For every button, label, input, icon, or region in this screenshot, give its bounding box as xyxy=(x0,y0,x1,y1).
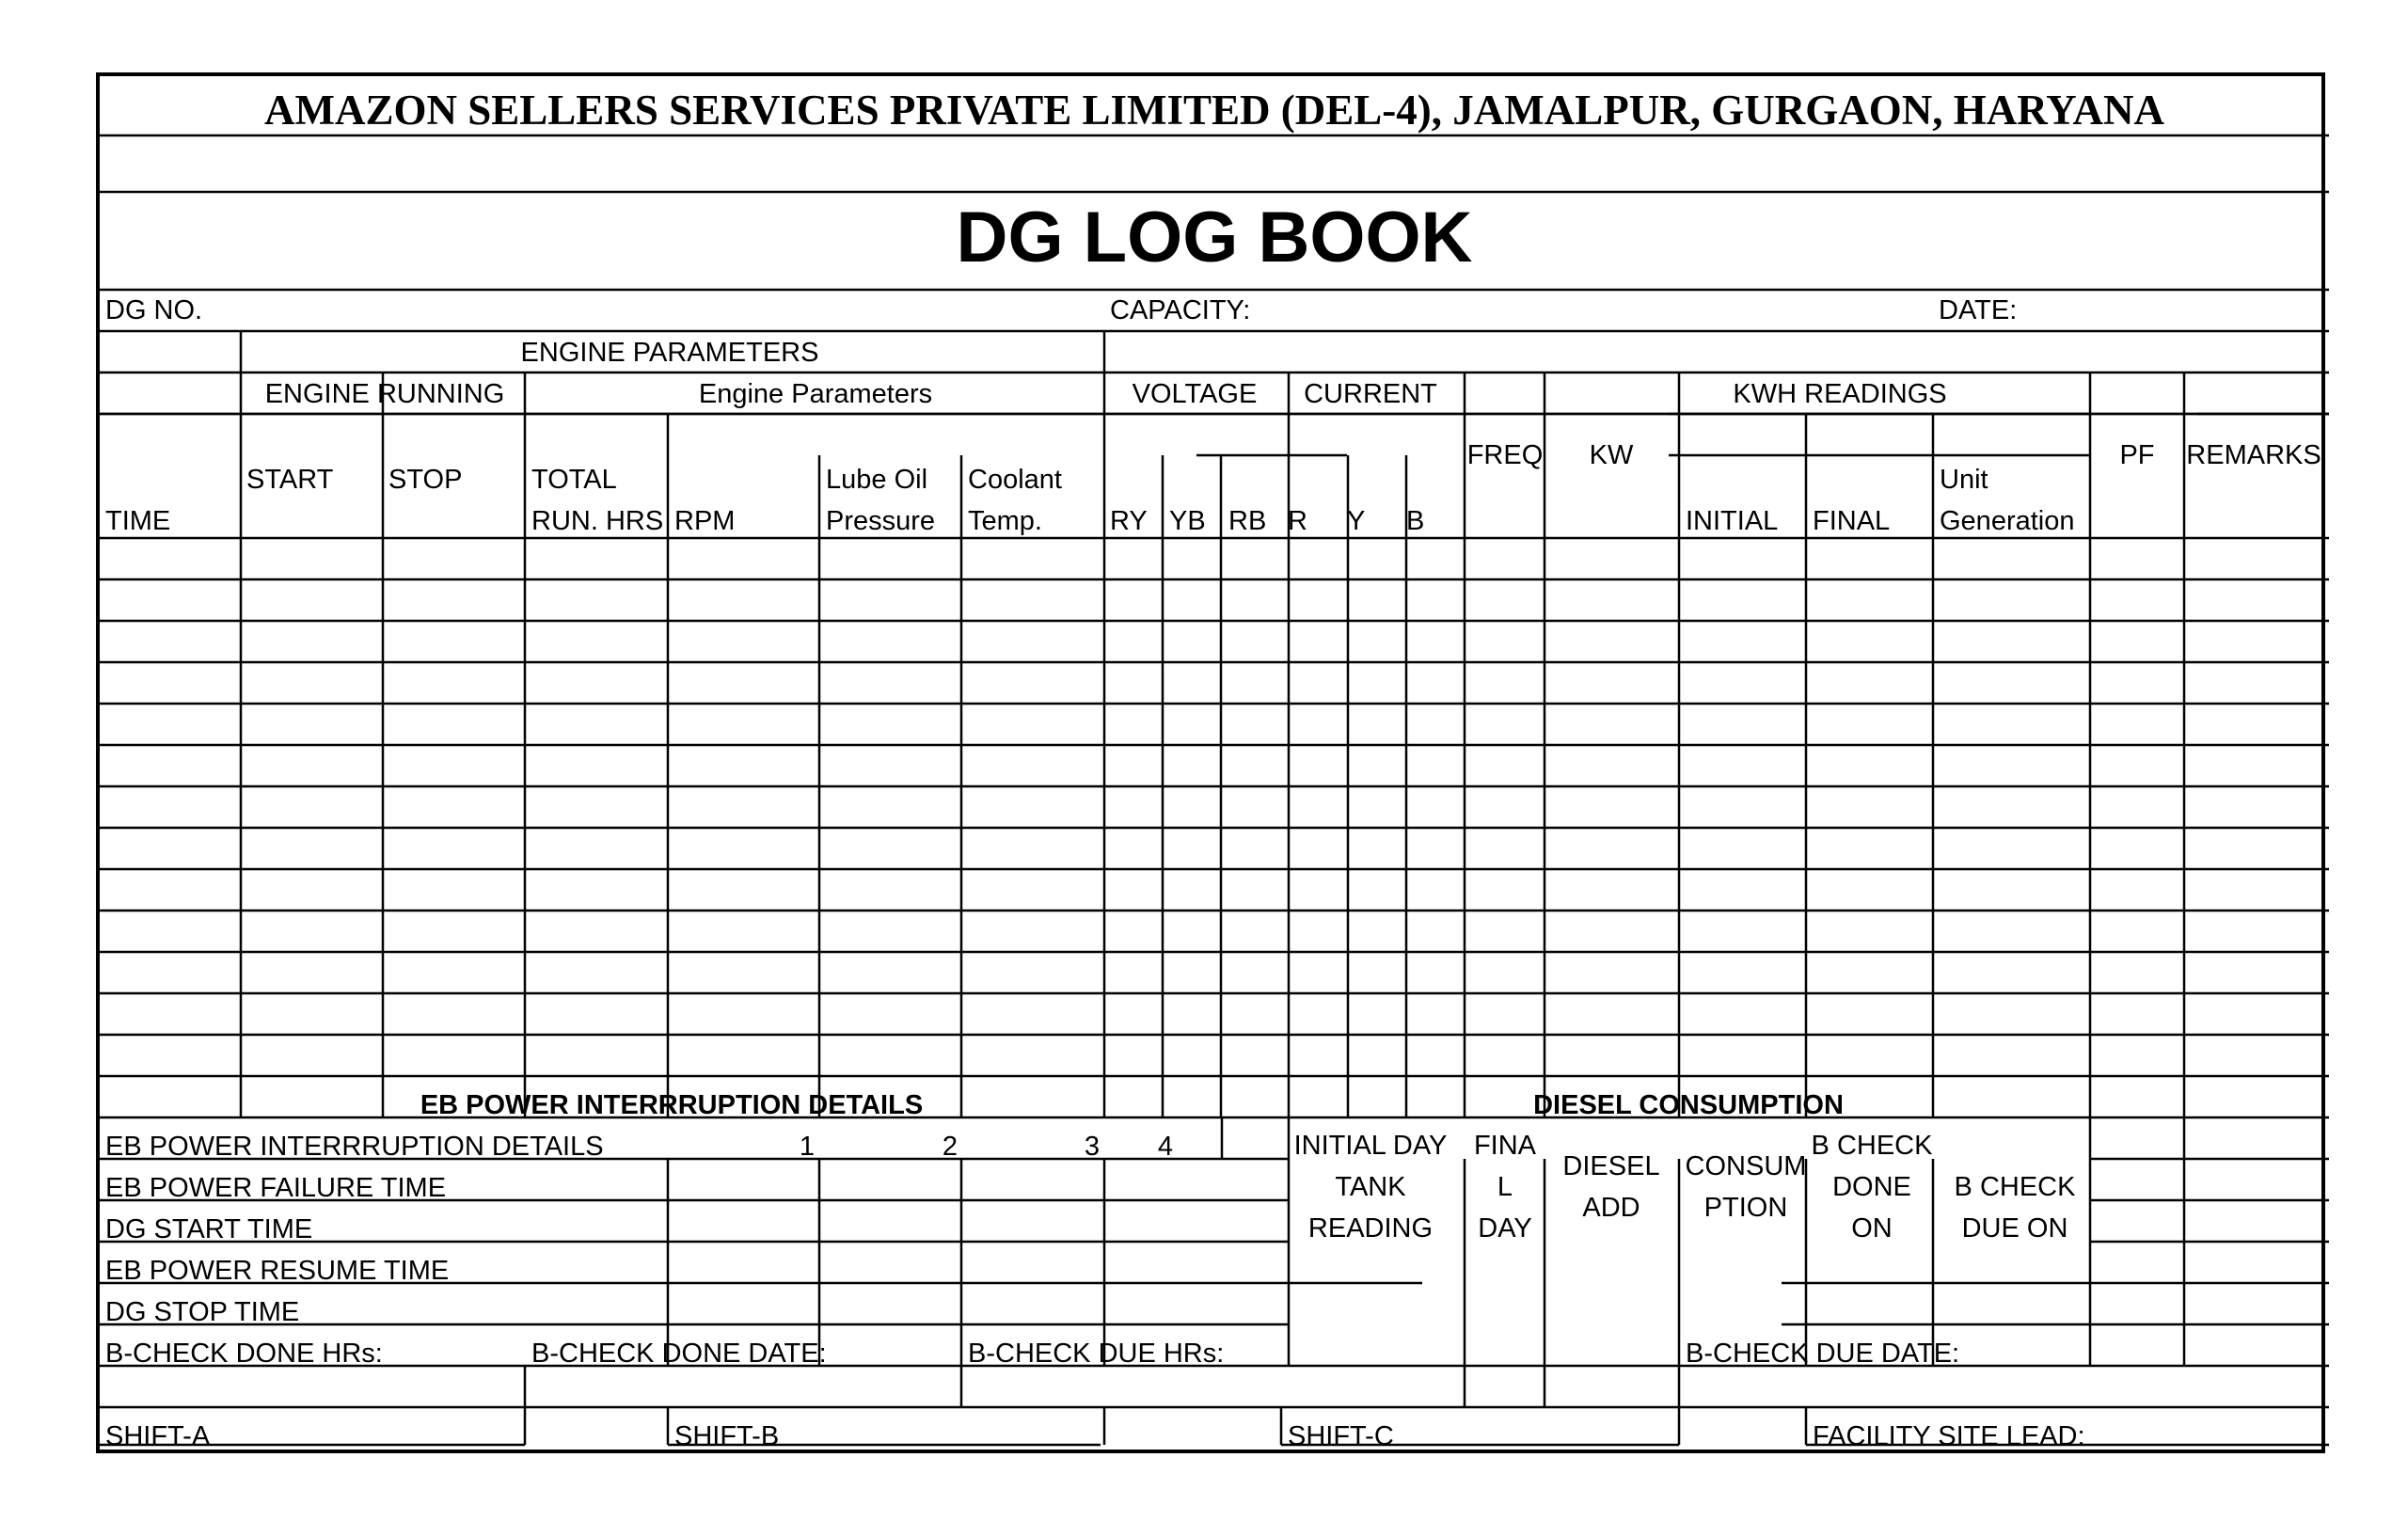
page-title: DG LOG BOOK xyxy=(956,198,1473,277)
eb-column-4: 4 xyxy=(1157,1132,1174,1162)
diesel-section-title: DIESEL CONSUMPTION xyxy=(1533,1090,1844,1120)
remarks-header: REMARKS xyxy=(2186,440,2321,470)
total-run-hrs-header-line1: TOTAL xyxy=(531,465,617,495)
kwh-initial-header: INITIAL xyxy=(1686,506,1779,536)
kwh-final-header: FINAL xyxy=(1813,506,1891,536)
eb-row-label: EB POWER FAILURE TIME xyxy=(105,1173,447,1203)
kwh-readings-header: KWH READINGS xyxy=(1733,379,1947,409)
engine-running-header: ENGINE RUNNING xyxy=(264,379,505,409)
eb-row-label: EB POWER RESUME TIME xyxy=(105,1256,450,1286)
eb-column-2: 2 xyxy=(942,1132,958,1162)
engine-parameters-group-header: ENGINE PARAMETERS xyxy=(520,338,819,368)
dg-log-book-sheet xyxy=(96,72,2325,1453)
dg-no-label: DG NO. xyxy=(105,295,203,325)
b-check-done-hrs-label: B-CHECK DONE HRs: xyxy=(105,1339,383,1369)
current-r-header: R xyxy=(1288,506,1307,536)
date-label: DATE: xyxy=(1939,295,2018,325)
eb-header-row-label: EB POWER INTERRRUPTION DETAILS xyxy=(105,1132,604,1162)
time-header: TIME xyxy=(105,506,171,536)
final-day-header: FINA L DAY xyxy=(1473,1131,1537,1244)
shift-c-signature: SHIFT-C xyxy=(1288,1421,1394,1451)
pf-header: PF xyxy=(2119,440,2155,470)
eb-column-1: 1 xyxy=(799,1132,815,1162)
current-y-header: Y xyxy=(1347,506,1366,536)
coolant-header-line2: Temp. xyxy=(968,506,1042,536)
rpm-header: RPM xyxy=(674,506,736,536)
voltage-header: VOLTAGE xyxy=(1132,379,1258,409)
eb-row-label: DG START TIME xyxy=(105,1214,313,1244)
b-check-due-date-label: B-CHECK DUE DATE: xyxy=(1686,1339,1960,1369)
eb-section-title: EB POWER INTERRRUPTION DETAILS xyxy=(420,1090,924,1120)
shift-b-signature: SHIFT-B xyxy=(674,1421,780,1451)
eb-column-3: 3 xyxy=(1084,1132,1100,1162)
voltage-yb-header: YB xyxy=(1169,506,1206,536)
lube-oil-header-line2: Pressure xyxy=(826,506,936,536)
initial-day-tank-reading-header: INITIAL DAY TANK READING xyxy=(1293,1131,1448,1244)
b-check-due-hrs-label: B-CHECK DUE HRs: xyxy=(968,1339,1225,1369)
shift-a-signature: SHIFT-A xyxy=(105,1421,211,1451)
b-check-due-on-header: B CHECK DUE ON xyxy=(1954,1172,2076,1244)
b-check-done-date-label: B-CHECK DONE DATE: xyxy=(531,1339,827,1369)
eb-row-label: DG STOP TIME xyxy=(105,1297,300,1327)
kw-header: KW xyxy=(1589,440,1634,470)
unit-generation-header-line2: Generation xyxy=(1940,506,2075,536)
company-name: AMAZON SELLERS SERVICES PRIVATE LIMITED (DEL-4), JAMALPUR, GURGAON, HARYANA xyxy=(264,87,2164,134)
stop-header: STOP xyxy=(388,465,463,495)
capacity-label: CAPACITY: xyxy=(1110,295,1251,325)
start-header: START xyxy=(246,465,334,495)
table-grid xyxy=(100,76,2329,1457)
voltage-ry-header: RY xyxy=(1110,506,1148,536)
engine-parameters-header: Engine Parameters xyxy=(698,379,933,409)
lube-oil-header-line1: Lube Oil xyxy=(826,465,928,495)
coolant-header-line1: Coolant xyxy=(968,465,1062,495)
freq-header: FREQ xyxy=(1466,440,1544,470)
voltage-rb-header: RB xyxy=(1228,506,1267,536)
facility-site-lead-signature: FACILITY SITE LEAD: xyxy=(1813,1421,2085,1451)
unit-generation-header-line1: Unit xyxy=(1940,465,1988,495)
diesel-add-header: DIESEL ADD xyxy=(1562,1151,1660,1223)
current-header: CURRENT xyxy=(1304,379,1437,409)
consumption-header: CONSUM PTION xyxy=(1685,1151,1807,1223)
current-b-header: B xyxy=(1406,506,1425,536)
total-run-hrs-header-line2: RUN. HRS xyxy=(531,506,664,536)
b-check-done-on-header: B CHECK DONE ON xyxy=(1811,1131,1933,1244)
